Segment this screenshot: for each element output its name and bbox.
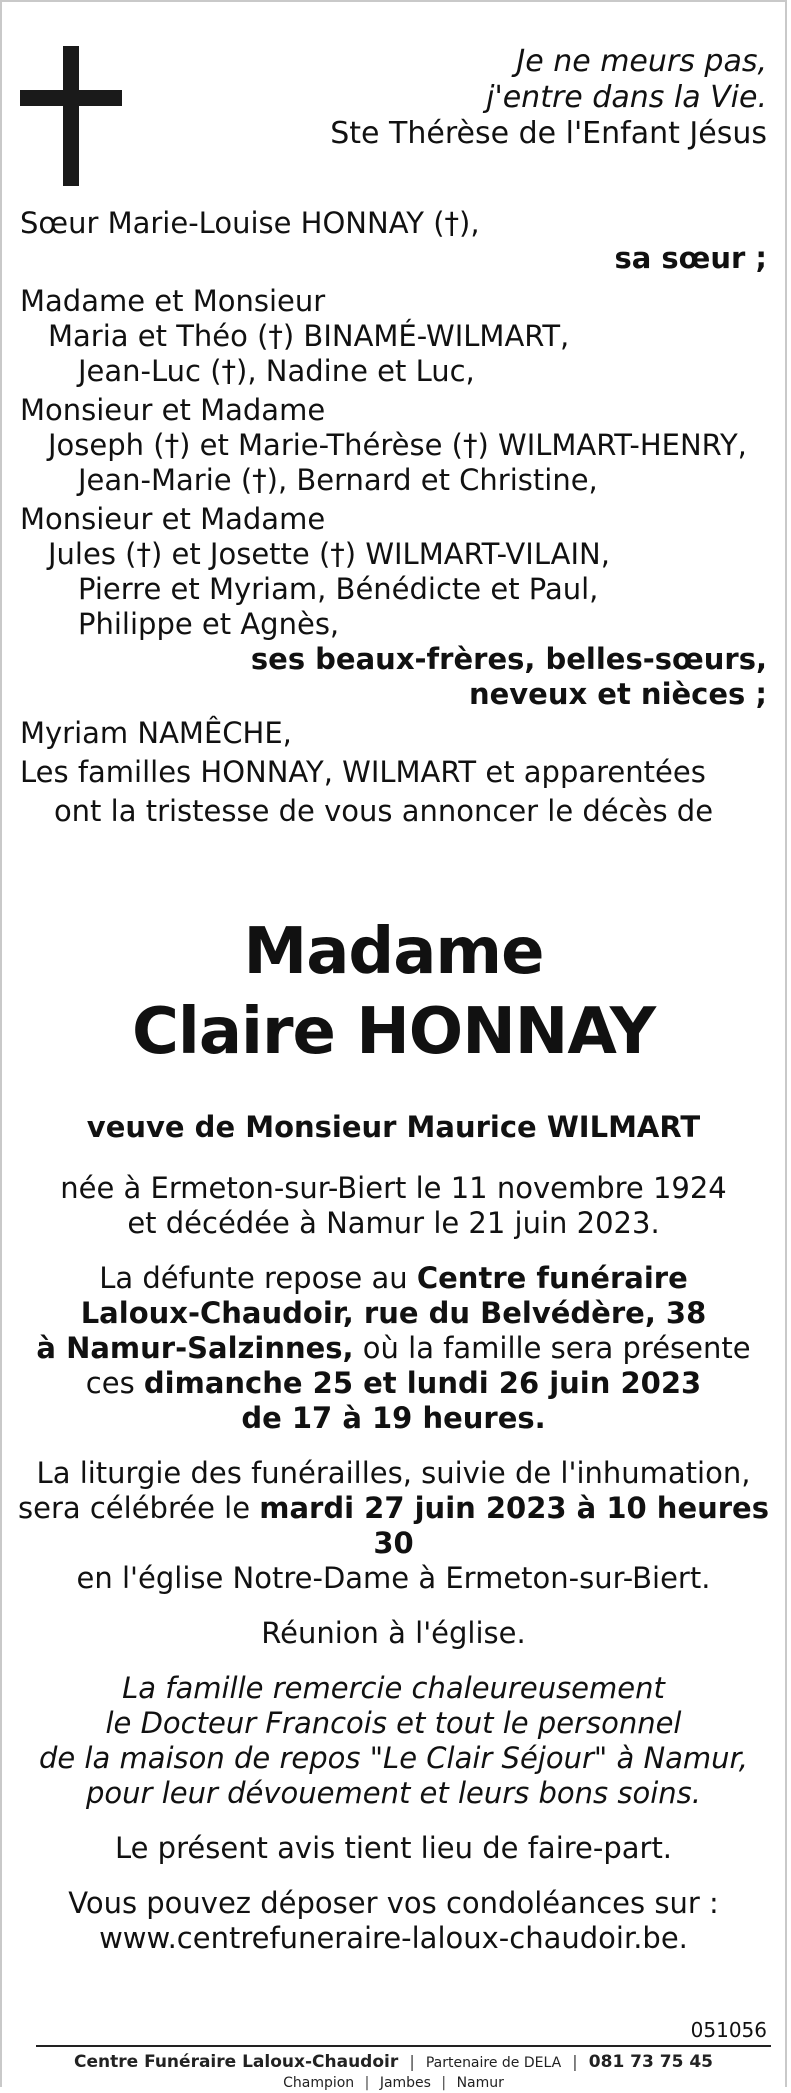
family-line: Myriam NAMÊCHE,: [20, 716, 292, 750]
family-line: Philippe et Agnès,: [78, 607, 340, 641]
family-line: Jean-Luc (†), Nadine et Luc,: [78, 354, 475, 388]
family-group-title: Monsieur et Madame: [20, 393, 326, 427]
deceased-name-block: [2, 912, 785, 1072]
viewing-info: [16, 1261, 771, 1436]
epigraph: [330, 44, 767, 152]
quote-line-1: Je ne meurs pas,: [516, 44, 767, 79]
footer-location: Champion: [283, 2075, 355, 2091]
reunion-note: Réunion à l'église.: [261, 1616, 526, 1650]
viewing-text: où la famille sera présente: [353, 1331, 751, 1365]
details-section: [16, 1110, 771, 1976]
family-line: Pierre et Myriam, Bénédicte et Paul,: [78, 572, 599, 606]
viewing-text-bold: Centre funéraire: [416, 1261, 688, 1295]
deceased-title: Madame: [243, 915, 544, 989]
family-role: neveux et nièces ;: [468, 677, 767, 711]
viewing-city: à Namur-Salzinnes,: [36, 1331, 354, 1365]
family-line: Jules (†) et Josette (†) WILMART-VILAIN,: [48, 537, 610, 571]
viewing-dates: dimanche 25 et lundi 26 juin 2023: [143, 1366, 702, 1400]
footer-separator: |: [441, 2075, 447, 2091]
family-line: Jean-Marie (†), Bernard et Christine,: [78, 463, 598, 497]
family-role: sa sœur ;: [614, 241, 767, 275]
funeral-info: [16, 1456, 771, 1596]
birth-death-info: [16, 1171, 771, 1241]
viewing-text: La défunte repose au: [99, 1261, 417, 1295]
footer-phone: 081 73 75 45: [588, 2052, 713, 2072]
death-line: et décédée à Namur le 21 juin 2023.: [127, 1206, 660, 1240]
thanks-line: La famille remercie chaleureusement: [122, 1671, 665, 1705]
birth-line: née à Ermeton-sur-Biert le 11 novembre 1924: [60, 1171, 727, 1205]
footer-separator: |: [409, 2052, 415, 2071]
footer: [2, 2052, 785, 2093]
thanks-line: de la maison de repos "Le Clair Séjour" à Namur,: [38, 1741, 749, 1775]
footer-separator: |: [572, 2052, 578, 2071]
viewing-hours: de 17 à 19 heures.: [241, 1401, 546, 1435]
condolences-text: Vous pouvez déposer vos condoléances sur :: [68, 1886, 719, 1920]
footer-partner: Partenaire de DELA: [425, 2055, 562, 2071]
footer-company: Centre Funéraire Laloux-Chaudoir: [74, 2052, 399, 2072]
funeral-datetime: mardi 27 juin 2023 à 10 heures 30: [259, 1491, 769, 1560]
cross-icon: [20, 46, 122, 186]
family-line: Sœur Marie-Louise HONNAY (†),: [20, 206, 480, 240]
notice-line: Le présent avis tient lieu de faire-part.: [114, 1831, 673, 1865]
footer-location: Jambes: [379, 2075, 431, 2091]
deceased-name: Claire HONNAY: [131, 995, 656, 1069]
family-group-title: Monsieur et Madame: [20, 502, 326, 536]
footer-separator: |: [364, 2075, 370, 2091]
funeral-location: en l'église Notre-Dame à Ermeton-sur-Biert.: [76, 1561, 711, 1595]
funeral-text: sera célébrée le: [18, 1491, 260, 1525]
condolences-url[interactable]: www.centrefuneraire-laloux-chaudoir.be.: [99, 1921, 688, 1955]
viewing-address: Laloux-Chaudoir, rue du Belvédère, 38: [80, 1296, 707, 1330]
thanks-line: pour leur dévouement et leurs bons soins.: [86, 1776, 701, 1810]
family-list: [20, 206, 767, 829]
quote-author: Ste Thérèse de l'Enfant Jésus: [330, 116, 767, 151]
reference-number: 051056: [690, 2018, 767, 2042]
family-line: Maria et Théo (†) BINAMÉ-WILMART,: [48, 319, 570, 353]
announcement-line: ont la tristesse de vous annoncer le décès de: [53, 794, 714, 828]
quote-line-2: j'entre dans la Vie.: [486, 80, 767, 115]
family-role: ses beaux-frères, belles-sœurs,: [250, 642, 767, 676]
family-line: Les familles HONNAY, WILMART et apparentées: [20, 755, 706, 789]
widow-of: veuve de Monsieur Maurice WILMART: [86, 1110, 701, 1144]
condolences-info: [16, 1886, 771, 1956]
footer-divider: [36, 2045, 771, 2047]
funeral-text: La liturgie des funérailles, suivie de l'inhumation,: [36, 1456, 751, 1490]
footer-location: Namur: [456, 2075, 504, 2091]
family-group-title: Madame et Monsieur: [20, 284, 326, 318]
thanks-note: [16, 1671, 771, 1811]
family-line: Joseph (†) et Marie-Thérèse (†) WILMART-HENRY,: [48, 428, 747, 462]
viewing-text: ces: [85, 1366, 144, 1400]
thanks-line: le Docteur Francois et tout le personnel: [105, 1706, 682, 1740]
